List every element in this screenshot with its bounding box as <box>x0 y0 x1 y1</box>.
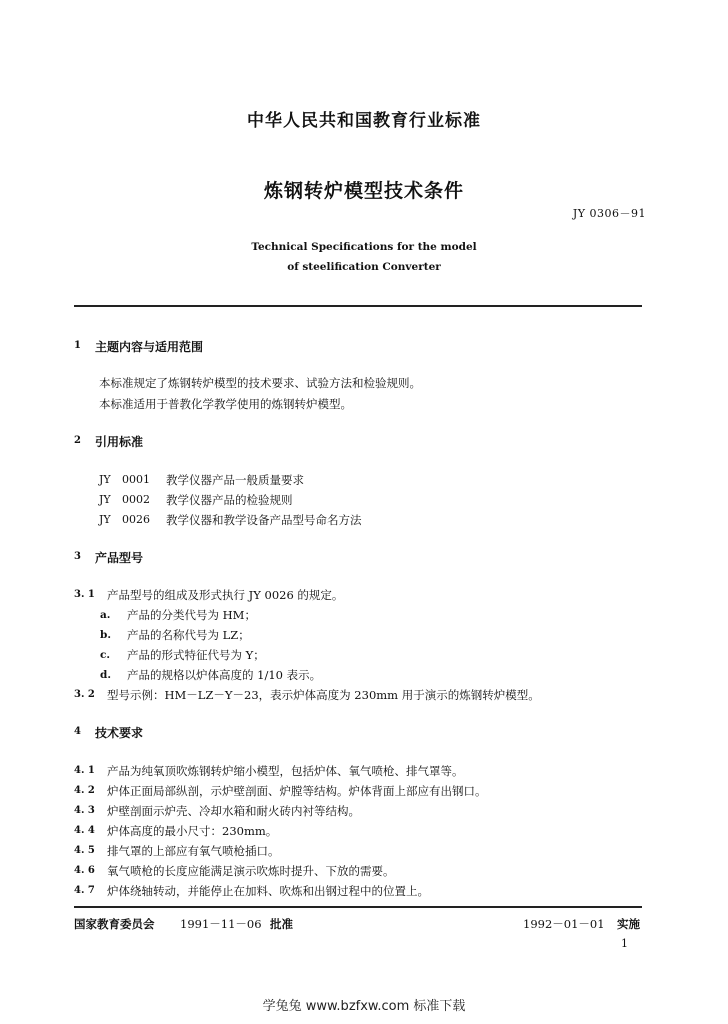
implementation-label: 实施 <box>617 917 640 931</box>
section-number: 1 <box>74 340 81 351</box>
sub-item-text: 产品的分类代号为 HM； <box>127 608 256 622</box>
footer-divider <box>74 906 642 908</box>
item-number: 4. 5 <box>74 845 95 856</box>
issuer: 国家教育委员会 <box>74 917 155 931</box>
standard-category-heading: 中华人民共和国教育行业标准 <box>247 111 481 131</box>
item-number: 4. 4 <box>74 825 95 836</box>
standard-code: JY 0306－91 <box>572 207 646 220</box>
reference-title: 教学仪器和教学设备产品型号命名方法 <box>166 513 362 527</box>
sub-item-label: c. <box>100 649 111 661</box>
item-number: 4. 1 <box>74 765 95 776</box>
page-number: 1 <box>621 937 628 950</box>
sub-item-label: a. <box>100 609 111 621</box>
header-divider <box>74 305 642 307</box>
reference-code: JY <box>99 493 111 506</box>
sub-item-label: d. <box>100 669 111 681</box>
item-text: 氧气喷枪的长度应能满足演示吹炼时提升、下放的需要。 <box>107 864 395 878</box>
item-number: 3. 1 <box>74 589 95 600</box>
item-text: 炉体正面局部纵剖，示炉壁剖面、炉膛等结构。炉体背面上部应有出钢口。 <box>107 784 487 798</box>
item-text: 排气罩的上部应有氧气喷枪插口。 <box>107 844 280 858</box>
approve-date: 1991－11－06 <box>180 917 262 931</box>
item-number: 4. 2 <box>74 785 95 796</box>
approve-label: 批准 <box>270 917 293 931</box>
item-text: 炉体绕轴转动，并能停止在加料、吹炼和出钢过程中的位置上。 <box>107 884 429 898</box>
implementation-date: 1992－01－01 <box>523 917 605 931</box>
item-number: 4. 3 <box>74 805 95 816</box>
section-title: 主题内容与适用范围 <box>95 340 204 354</box>
item-text: 型号示例：HM－LZ－Y－23，表示炉体高度为 230mm 用于演示的炼钢转炉模型。 <box>107 688 540 702</box>
item-text: 炉壁剖面示炉壳、冷却水箱和耐火砖内衬等结构。 <box>107 804 360 818</box>
section-number: 2 <box>74 435 81 446</box>
reference-title: 教学仪器产品的检验规则 <box>166 493 293 507</box>
item-number: 4. 7 <box>74 885 95 896</box>
section-number: 4 <box>74 726 81 737</box>
download-credit: 学兔兔 www.bzfxw.com 标准下载 <box>262 999 466 1014</box>
document-title: 炼钢转炉模型技术条件 <box>263 180 464 202</box>
reference-title: 教学仪器产品一般质量要求 <box>166 473 304 487</box>
english-title-line2: of steelification Converter <box>287 261 441 273</box>
reference-number: 0002 <box>122 493 150 506</box>
item-text: 炉体高度的最小尺寸：230mm。 <box>107 824 278 838</box>
reference-code: JY <box>99 513 111 526</box>
section-title: 引用标准 <box>95 435 144 449</box>
paragraph: 本标准适用于普教化学教学使用的炼钢转炉模型。 <box>99 397 352 411</box>
item-number: 3. 2 <box>74 689 95 700</box>
reference-code: JY <box>99 473 111 486</box>
item-number: 4. 6 <box>74 865 95 876</box>
sub-item-text: 产品的规格以炉体高度的 1/10 表示。 <box>127 668 322 682</box>
sub-item-label: b. <box>100 629 111 641</box>
section-title: 产品型号 <box>95 551 144 565</box>
item-text: 产品型号的组成及形式执行 JY 0026 的规定。 <box>107 588 344 602</box>
item-text: 产品为纯氧顶吹炼钢转炉缩小模型，包括炉体、氧气喷枪、排气罩等。 <box>107 764 464 778</box>
paragraph: 本标准规定了炼钢转炉模型的技术要求、试验方法和检验规则。 <box>99 376 421 390</box>
section-number: 3 <box>74 551 81 562</box>
sub-item-text: 产品的形式特征代号为 Y； <box>127 648 265 662</box>
sub-item-text: 产品的名称代号为 LZ； <box>127 628 250 642</box>
reference-number: 0001 <box>122 473 150 486</box>
section-title: 技术要求 <box>95 726 144 740</box>
reference-number: 0026 <box>122 513 150 526</box>
english-title-line1: Technical Specifications for the model <box>251 241 477 253</box>
